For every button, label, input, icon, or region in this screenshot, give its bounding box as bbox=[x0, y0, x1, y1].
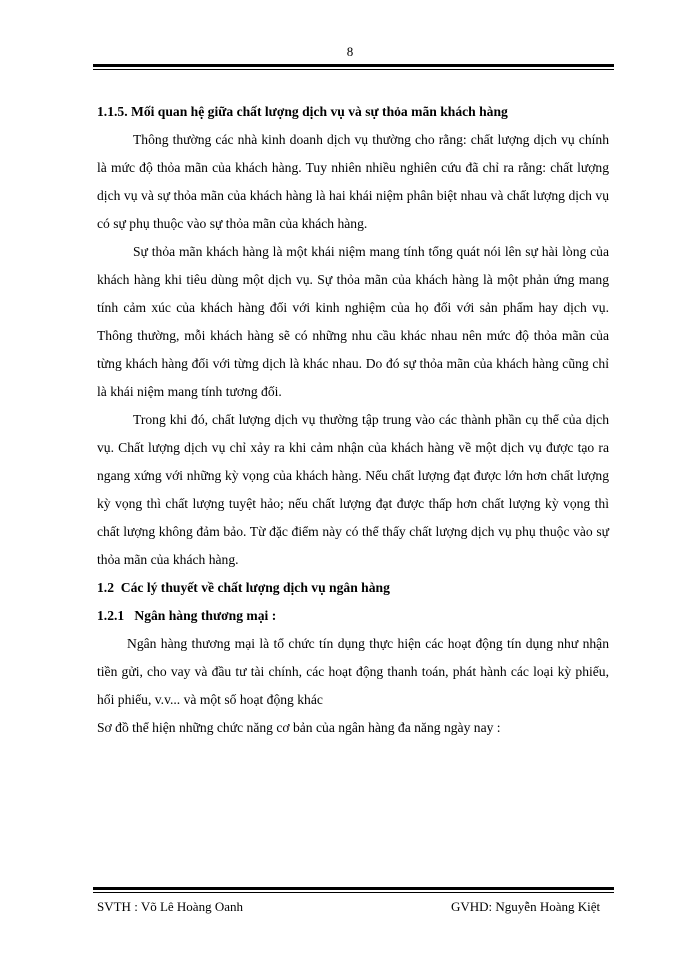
section-heading-1-2-1: 1.2.1 Ngân hàng thương mại : bbox=[97, 608, 277, 623]
document-body bbox=[97, 98, 609, 742]
paragraph-3: Trong khi đó, chất lượng dịch vụ thường tập trung vào các thành phần cụ thể của dịch vụ. Chất lượng dịch vụ chỉ xảy ra khi cảm nhận của khách hàng về một dịch vụ được tạo ra ngang xứng với những kỳ vọng của khách hàng. Nếu chất lượng đạt được lớn hơn chất lượng kỳ vọng thì chất lượng tuyệt hảo; nếu chất lượng đạt được thấp hơn chất lượng kỳ vọng thì chất lượng không đảm bảo. Từ đặc điểm này có thể thấy chất lượng dịch vụ phụ thuộc vào sự thỏa mãn của khách hàng. bbox=[97, 412, 609, 567]
footer-student: SVTH : Võ Lê Hoàng Oanh bbox=[97, 899, 243, 914]
paragraph-1: Thông thường các nhà kinh doanh dịch vụ thường cho rằng: chất lượng dịch vụ chính là mức độ thỏa mãn của khách hàng. Tuy nhiên nhiều nghiên cứu đã chỉ ra rằng: chất lượng dịch vụ và sự thỏa mãn của khách hàng là hai khái niệm phân biệt nhau và chất lượng dịch vụ có sự phụ thuộc vào sự thỏa mãn của khách hàng. bbox=[97, 132, 609, 231]
header-rule-thick bbox=[93, 64, 614, 67]
footer-rule-thick bbox=[93, 887, 614, 890]
page-number: 8 bbox=[346, 44, 354, 59]
section-heading-1-2: 1.2 Các lý thuyết về chất lượng dịch vụ ngân hàng bbox=[97, 580, 390, 595]
diagram-intro-line: Sơ đồ thể hiện những chức năng cơ bản của ngân hàng đa năng ngày nay : bbox=[97, 720, 501, 735]
paragraph-2: Sự thỏa mãn khách hàng là một khái niệm mang tính tổng quát nói lên sự hài lòng của khách hàng khi tiêu dùng một dịch vụ. Sự thỏa mãn của khách hàng là một phản ứng mang tính cảm xúc của khách hàng đối với kinh nghiệm của họ đối với sản phẩm hay dịch vụ. Thông thường, mỗi khách hàng sẽ có những nhu cầu khác nhau nên mức độ thỏa mãn của từng khách hàng đối với từng dịch là khác nhau. Do đó sự thỏa mãn của khách hàng cũng chỉ là khái niệm mang tính tương đối. bbox=[97, 244, 609, 399]
paragraph-4: Ngân hàng thương mại là tổ chức tín dụng thực hiện các hoạt động tín dụng như nhận tiền gửi, cho vay và đầu tư tài chính, các hoạt động thanh toán, phát hành các loại kỳ phiếu, hối phiếu, v.v... và một số hoạt động khác bbox=[97, 636, 609, 707]
header-rule-thin bbox=[93, 69, 614, 70]
footer-advisor: GVHD: Nguyễn Hoàng Kiệt bbox=[451, 899, 601, 914]
section-heading-1-1-5: 1.1.5. Mối quan hệ giữa chất lượng dịch vụ và sự thỏa mãn khách hàng bbox=[97, 104, 508, 119]
footer-rule-thin bbox=[93, 892, 614, 893]
